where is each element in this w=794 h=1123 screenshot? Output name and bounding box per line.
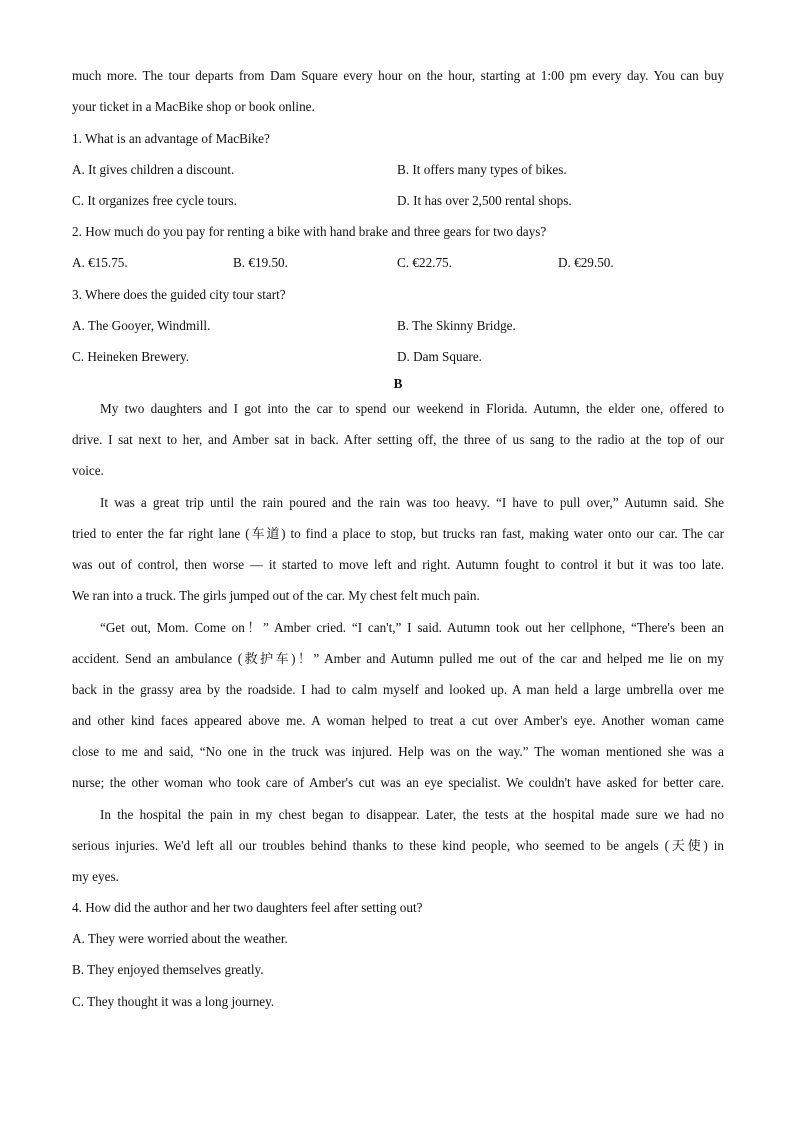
- q4-option-a: A. They were worried about the weather.: [72, 931, 288, 946]
- q1-option-c: C. It organizes free cycle tours.: [72, 193, 237, 208]
- passage-p1-line-1: My two daughters and I got into the car to spend our weekend in Florida. Autumn, the elder one, offered to: [100, 401, 724, 416]
- passage-p4-line-2: serious injuries. We'd left all our troubles behind thanks to these kind people, who seemed to be angels (天使) in: [72, 838, 724, 853]
- passage-p2-line-1: It was a great trip until the rain poured and the rain was too heavy. “I have to pull over,” Autumn said. She: [100, 495, 724, 510]
- passage-p3-line-1: “Get out, Mom. Come on！” Amber cried. “I can't,” I said. Autumn took out her cellphone, “There's been an: [100, 620, 724, 635]
- passage-p3-line-3: back in the grassy area by the roadside. I had to calm myself and looked up. A man held a large umbrella over me: [72, 682, 724, 697]
- q3-option-d: D. Dam Square.: [397, 349, 482, 364]
- q2-option-c: C. €22.75.: [397, 255, 452, 270]
- q2-option-a: A. €15.75.: [72, 255, 128, 270]
- q3-option-a: A. The Gooyer, Windmill.: [72, 318, 211, 333]
- question-4: 4. How did the author and her two daughters feel after setting out?: [72, 900, 423, 915]
- q4-option-c: C. They thought it was a long journey.: [72, 994, 275, 1009]
- passage-p3-line-6: nurse; the other woman who took care of Amber's cut was an eye specialist. We couldn't have asked for better care.: [72, 775, 724, 790]
- q1-option-a: A. It gives children a discount.: [72, 162, 235, 177]
- passage-p4-line-1: In the hospital the pain in my chest began to disappear. Later, the tests at the hospital made sure we had no: [100, 807, 724, 822]
- question-1: 1. What is an advantage of MacBike?: [72, 131, 270, 146]
- q1-option-d: D. It has over 2,500 rental shops.: [397, 193, 572, 208]
- intro-line-1: much more. The tour departs from Dam Square every hour on the hour, starting at 1:00 pm every day. You can buy: [72, 68, 724, 83]
- passage-p3-line-2: accident. Send an ambulance (救护车)！” Amber and Autumn pulled me out of the car and helped me lie on my: [72, 651, 724, 666]
- question-3: 3. Where does the guided city tour start?: [72, 287, 286, 302]
- question-2: 2. How much do you pay for renting a bike with hand brake and three gears for two days?: [72, 224, 547, 239]
- passage-p4-line-3: my eyes.: [72, 869, 119, 884]
- q3-option-b: B. The Skinny Bridge.: [397, 318, 516, 333]
- section-b-heading: B: [393, 376, 403, 391]
- passage-p3-line-5: close to me and said, “No one in the truck was injured. Help was on the way.” The woman mentioned she was a: [72, 744, 724, 759]
- q3-option-c: C. Heineken Brewery.: [72, 349, 190, 364]
- passage-p3-line-4: and other kind faces appeared above me. A woman helped to treat a cut over Amber's eye. Another woman came: [72, 713, 724, 728]
- passage-p1-line-3: voice.: [72, 463, 104, 478]
- q2-option-b: B. €19.50.: [233, 255, 288, 270]
- passage-p2-line-3: was out of control, then worse — it started to move left and right. Autumn fought to control it but it was too late.: [72, 557, 724, 572]
- passage-p2-line-4: We ran into a truck. The girls jumped out of the car. My chest felt much pain.: [72, 588, 480, 603]
- q4-option-b: B. They enjoyed themselves greatly.: [72, 962, 264, 977]
- passage-p1-line-2: drive. I sat next to her, and Amber sat in back. After setting off, the three of us sang to the radio at the top of our: [72, 432, 724, 447]
- q1-option-b: B. It offers many types of bikes.: [397, 162, 567, 177]
- intro-line-2: your ticket in a MacBike shop or book online.: [72, 99, 315, 114]
- q2-option-d: D. €29.50.: [558, 255, 614, 270]
- passage-p2-line-2: tried to enter the far right lane (车道) to find a place to stop, but trucks ran fast, making water onto our car. The car: [72, 526, 724, 541]
